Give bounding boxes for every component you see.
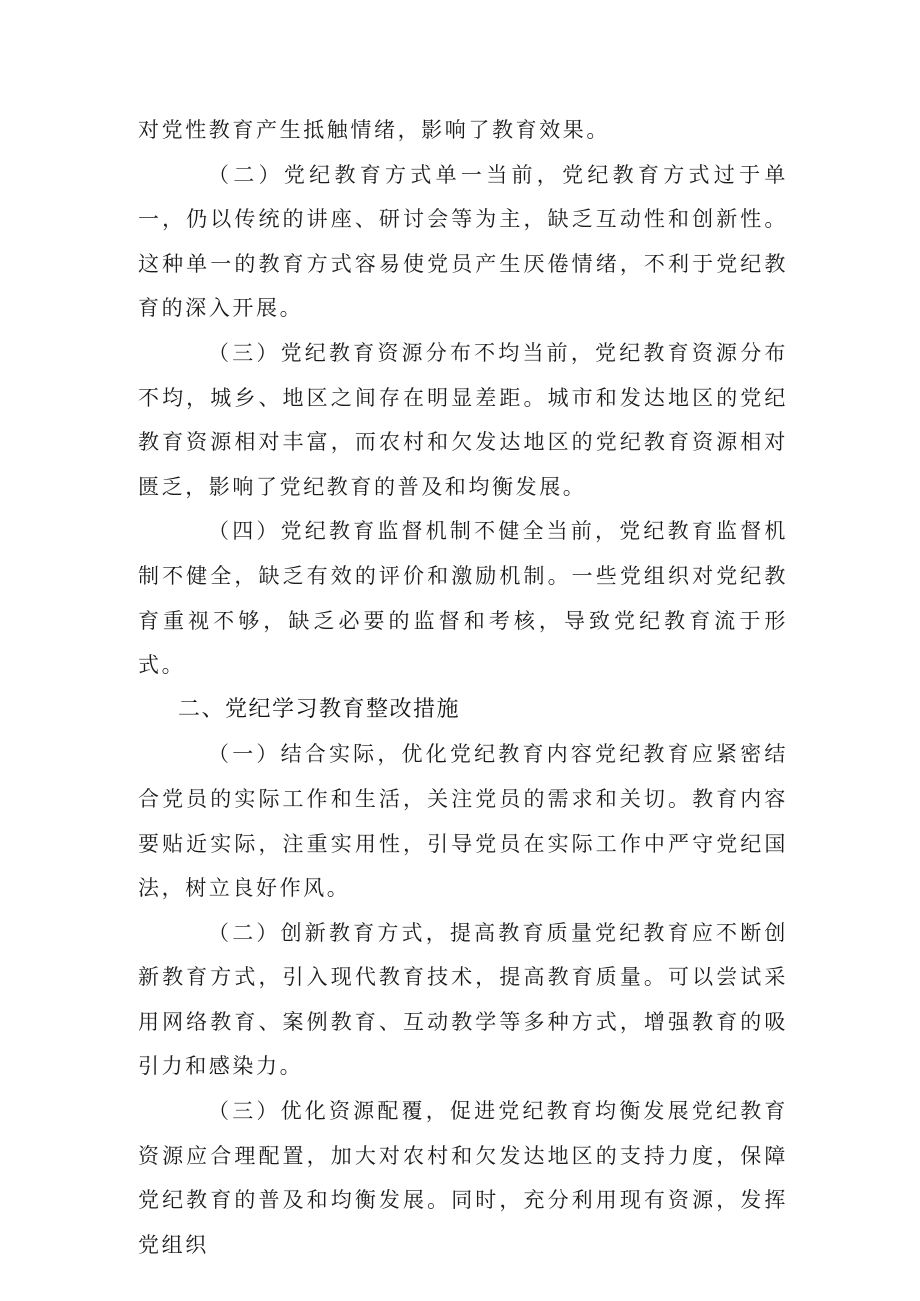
paragraph-issue-4: （四）党纪教育监督机制不健全当前，党纪教育监督机制不健全，缺乏有效的评价和激励机制。一些党组织对党纪教育重视不够，缺乏必要的监督和考核，导致党纪教育流于形式。 — [138, 519, 788, 678]
section-heading: 二、党纪学习教育整改措施 — [178, 696, 461, 722]
paragraph-measure-3: （三）优化资源配覆，促进党纪教育均衡发展党纪教育资源应合理配置，加大对农村和欠发达地区的支持力度，保障党纪教育的普及和均衡发展。同时，充分利用现有资源，发挥党组织 — [138, 1099, 788, 1257]
paragraph-continuation: 对党性教育产生抵触情绪，影响了教育效果。 — [138, 118, 610, 142]
paragraph-issue-3: （三）党纪教育资源分布不均当前，党纪教育资源分布不均，城乡、地区之间存在明显差距。城市和发达地区的党纪教育资源相对丰富，而农村和欠发达地区的党纪教育资源相对匮乏，影响了党纪教育的普及和均衡发展。 — [138, 340, 788, 499]
paragraph-measure-1: （一）结合实际，优化党纪教育内容党纪教育应紧密结合党员的实际工作和生活，关注党员的需求和关切。教育内容要贴近实际，注重实用性，引导党员在实际工作中严守党纪国法，树立良好作风。 — [138, 742, 788, 901]
document-body — [138, 108, 788, 1267]
paragraph-measure-2: （二）创新教育方式，提高教育质量党纪教育应不断创新教育方式，引入现代教育技术，提高教育质量。可以尝试采用网络教育、案例教育、互动教学等多种方式，增强教育的吸引力和感染力。 — [138, 920, 788, 1079]
paragraph-issue-2: （二）党纪教育方式单一当前，党纪教育方式过于单一，仍以传统的讲座、研讨会等为主，缺乏互动性和创新性。这种单一的教育方式容易使党员产生厌倦情绪，不利于党纪教育的深入开展。 — [138, 162, 788, 321]
